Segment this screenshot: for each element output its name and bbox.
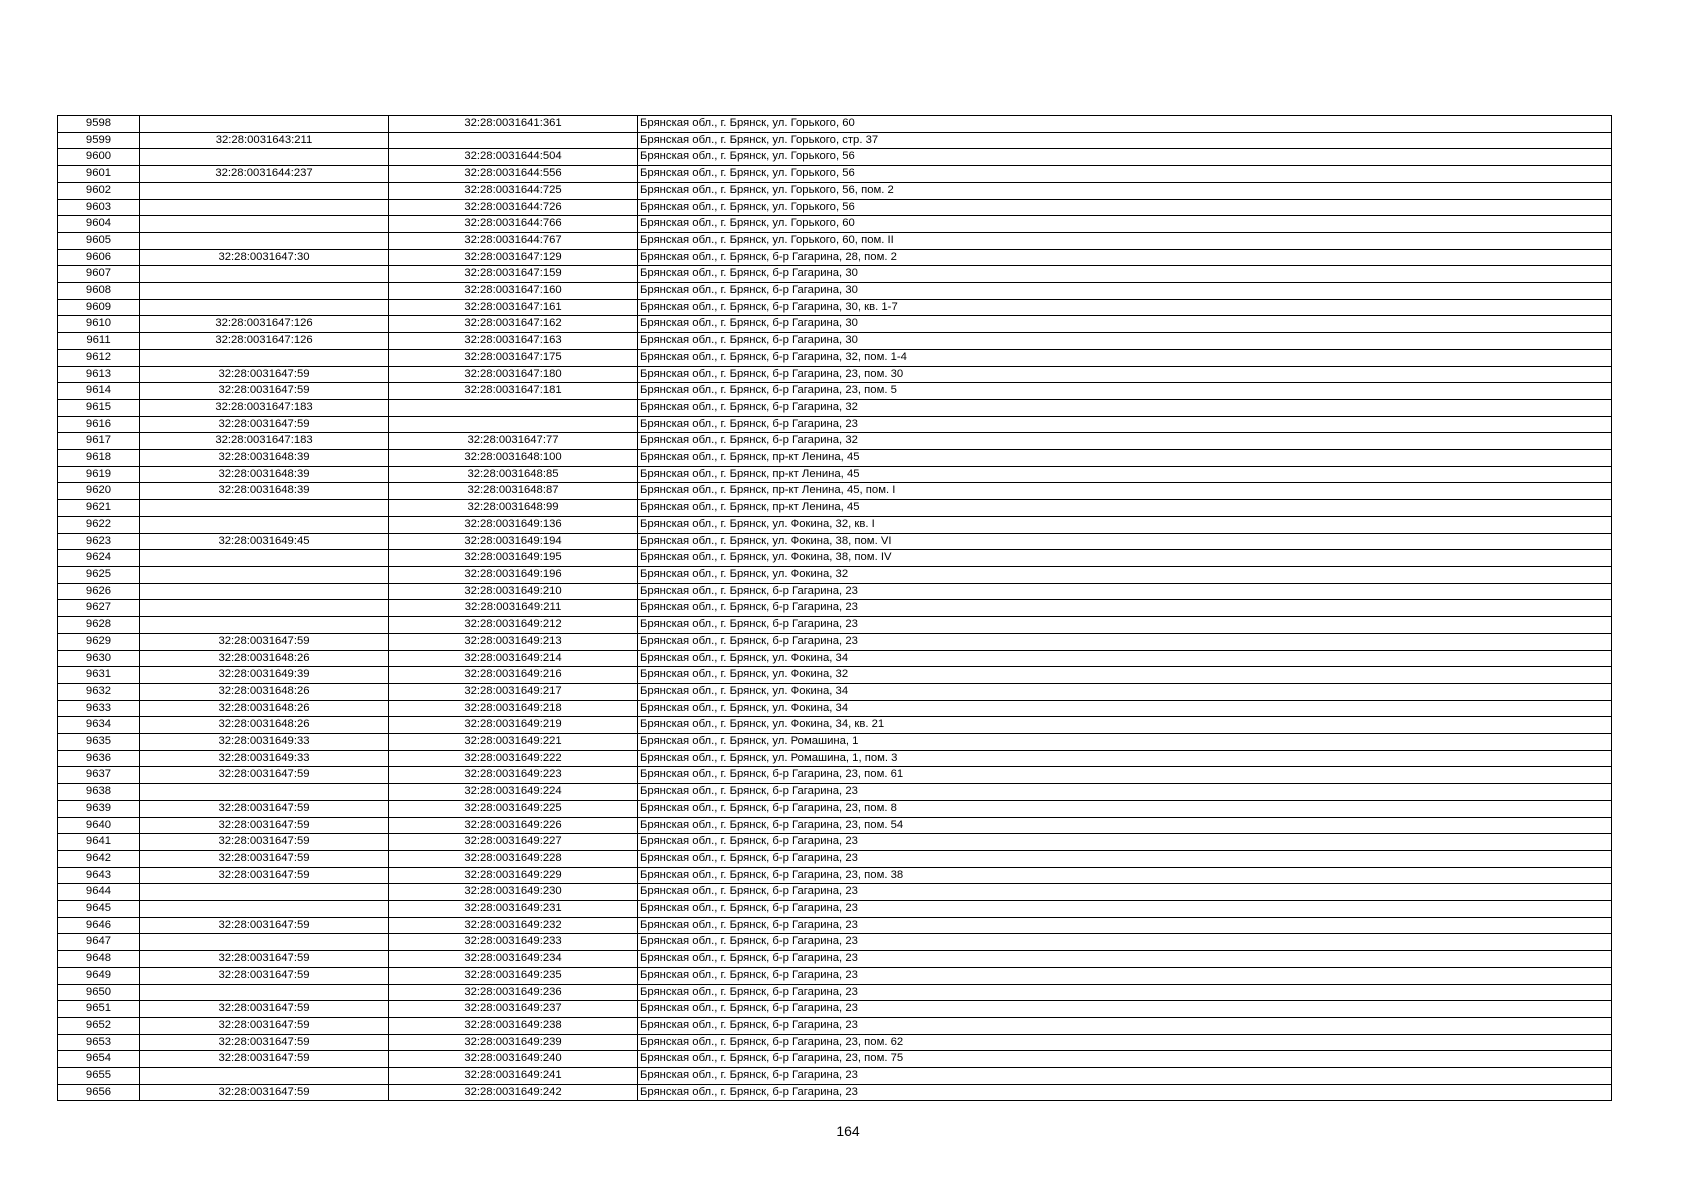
table-row — [58, 901, 1612, 918]
cadastral-number-cell: 32:28:0031649:224 — [389, 784, 638, 801]
table-row — [58, 182, 1612, 199]
previous-cadastral-number-cell: 32:28:0031647:183 — [140, 399, 389, 416]
cadastral-number-cell: 32:28:0031649:232 — [389, 917, 638, 934]
row-number-cell: 9656 — [58, 1084, 140, 1101]
address-cell: Брянская обл., г. Брянск, б-р Гагарина, 23 — [638, 1068, 1612, 1085]
row-number-cell: 9624 — [58, 550, 140, 567]
cadastral-number-cell: 32:28:0031649:210 — [389, 583, 638, 600]
address-cell: Брянская обл., г. Брянск, б-р Гагарина, 23, пом. 5 — [638, 383, 1612, 400]
table-row — [58, 817, 1612, 834]
cadastral-number-cell: 32:28:0031649:240 — [389, 1051, 638, 1068]
cadastral-number-cell: 32:28:0031649:225 — [389, 800, 638, 817]
table-row — [58, 116, 1612, 133]
previous-cadastral-number-cell: 32:28:0031648:39 — [140, 450, 389, 467]
previous-cadastral-number-cell — [140, 784, 389, 801]
cadastral-number-cell: 32:28:0031649:222 — [389, 750, 638, 767]
cadastral-number-cell: 32:28:0031649:221 — [389, 734, 638, 751]
previous-cadastral-number-cell — [140, 500, 389, 517]
address-cell: Брянская обл., г. Брянск, ул. Фокина, 38, пом. VI — [638, 533, 1612, 550]
address-cell: Брянская обл., г. Брянск, б-р Гагарина, 23 — [638, 934, 1612, 951]
address-cell: Брянская обл., г. Брянск, б-р Гагарина, 28, пом. 2 — [638, 249, 1612, 266]
previous-cadastral-number-cell: 32:28:0031647:59 — [140, 917, 389, 934]
row-number-cell: 9641 — [58, 834, 140, 851]
table-row — [58, 967, 1612, 984]
row-number-cell: 9611 — [58, 333, 140, 350]
cadastral-number-cell: 32:28:0031647:162 — [389, 316, 638, 333]
previous-cadastral-number-cell: 32:28:0031647:59 — [140, 817, 389, 834]
table-row — [58, 450, 1612, 467]
table-row — [58, 767, 1612, 784]
previous-cadastral-number-cell — [140, 1068, 389, 1085]
table-row — [58, 1034, 1612, 1051]
previous-cadastral-number-cell — [140, 116, 389, 133]
table-row — [58, 516, 1612, 533]
cadastral-number-cell: 32:28:0031647:159 — [389, 266, 638, 283]
table-row — [58, 349, 1612, 366]
cadastral-number-cell: 32:28:0031649:228 — [389, 850, 638, 867]
cadastral-number-cell — [389, 399, 638, 416]
address-cell: Брянская обл., г. Брянск, б-р Гагарина, 23 — [638, 884, 1612, 901]
cadastral-number-cell: 32:28:0031649:237 — [389, 1001, 638, 1018]
previous-cadastral-number-cell — [140, 199, 389, 216]
table-row — [58, 1068, 1612, 1085]
row-number-cell: 9599 — [58, 132, 140, 149]
previous-cadastral-number-cell: 32:28:0031648:26 — [140, 650, 389, 667]
cadastral-number-cell: 32:28:0031649:195 — [389, 550, 638, 567]
address-cell: Брянская обл., г. Брянск, ул. Горького, 56, пом. 2 — [638, 182, 1612, 199]
address-cell: Брянская обл., г. Брянск, б-р Гагарина, 23, пом. 61 — [638, 767, 1612, 784]
address-cell: Брянская обл., г. Брянск, б-р Гагарина, 23 — [638, 416, 1612, 433]
previous-cadastral-number-cell: 32:28:0031648:39 — [140, 466, 389, 483]
previous-cadastral-number-cell: 32:28:0031647:30 — [140, 249, 389, 266]
row-number-cell: 9636 — [58, 750, 140, 767]
address-cell: Брянская обл., г. Брянск, б-р Гагарина, 23 — [638, 1001, 1612, 1018]
table-row — [58, 784, 1612, 801]
address-cell: Брянская обл., г. Брянск, ул. Фокина, 32 — [638, 566, 1612, 583]
table-row — [58, 566, 1612, 583]
table-row — [58, 600, 1612, 617]
address-cell: Брянская обл., г. Брянск, б-р Гагарина, 23 — [638, 784, 1612, 801]
row-number-cell: 9613 — [58, 366, 140, 383]
address-cell: Брянская обл., г. Брянск, б-р Гагарина, 23 — [638, 1084, 1612, 1101]
row-number-cell: 9642 — [58, 850, 140, 867]
row-number-cell: 9612 — [58, 349, 140, 366]
row-number-cell: 9626 — [58, 583, 140, 600]
table-row — [58, 333, 1612, 350]
registry-table-body — [58, 116, 1612, 1101]
address-cell: Брянская обл., г. Брянск, б-р Гагарина, 30 — [638, 283, 1612, 300]
table-row — [58, 399, 1612, 416]
cadastral-number-cell: 32:28:0031647:129 — [389, 249, 638, 266]
table-row — [58, 984, 1612, 1001]
address-cell: Брянская обл., г. Брянск, б-р Гагарина, 32 — [638, 433, 1612, 450]
table-row — [58, 216, 1612, 233]
row-number-cell: 9640 — [58, 817, 140, 834]
previous-cadastral-number-cell — [140, 283, 389, 300]
table-row — [58, 667, 1612, 684]
address-cell: Брянская обл., г. Брянск, б-р Гагарина, 23 — [638, 633, 1612, 650]
previous-cadastral-number-cell: 32:28:0031648:26 — [140, 700, 389, 717]
address-cell: Брянская обл., г. Брянск, ул. Ромашина, 1, пом. 3 — [638, 750, 1612, 767]
address-cell: Брянская обл., г. Брянск, б-р Гагарина, 23 — [638, 967, 1612, 984]
row-number-cell: 9603 — [58, 199, 140, 216]
row-number-cell: 9622 — [58, 516, 140, 533]
cadastral-number-cell: 32:28:0031644:556 — [389, 166, 638, 183]
previous-cadastral-number-cell — [140, 232, 389, 249]
previous-cadastral-number-cell: 32:28:0031649:39 — [140, 667, 389, 684]
table-row — [58, 166, 1612, 183]
previous-cadastral-number-cell: 32:28:0031647:59 — [140, 633, 389, 650]
table-row — [58, 483, 1612, 500]
address-cell: Брянская обл., г. Брянск, б-р Гагарина, 32, пом. 1-4 — [638, 349, 1612, 366]
previous-cadastral-number-cell: 32:28:0031647:59 — [140, 850, 389, 867]
previous-cadastral-number-cell — [140, 934, 389, 951]
table-row — [58, 149, 1612, 166]
cadastral-number-cell: 32:28:0031644:726 — [389, 199, 638, 216]
cadastral-number-cell: 32:28:0031641:361 — [389, 116, 638, 133]
address-cell: Брянская обл., г. Брянск, ул. Фокина, 32 — [638, 667, 1612, 684]
cadastral-number-cell: 32:28:0031649:238 — [389, 1017, 638, 1034]
previous-cadastral-number-cell — [140, 884, 389, 901]
address-cell: Брянская обл., г. Брянск, б-р Гагарина, 23 — [638, 850, 1612, 867]
address-cell: Брянская обл., г. Брянск, б-р Гагарина, 23 — [638, 600, 1612, 617]
cadastral-number-cell: 32:28:0031649:213 — [389, 633, 638, 650]
table-row — [58, 232, 1612, 249]
row-number-cell: 9645 — [58, 901, 140, 918]
table-row — [58, 700, 1612, 717]
table-row — [58, 951, 1612, 968]
address-cell: Брянская обл., г. Брянск, б-р Гагарина, 23, пом. 54 — [638, 817, 1612, 834]
row-number-cell: 9639 — [58, 800, 140, 817]
previous-cadastral-number-cell: 32:28:0031647:59 — [140, 1084, 389, 1101]
cadastral-number-cell: 32:28:0031649:196 — [389, 566, 638, 583]
row-number-cell: 9604 — [58, 216, 140, 233]
row-number-cell: 9600 — [58, 149, 140, 166]
previous-cadastral-number-cell: 32:28:0031649:33 — [140, 734, 389, 751]
row-number-cell: 9638 — [58, 784, 140, 801]
cadastral-number-cell: 32:28:0031649:214 — [389, 650, 638, 667]
row-number-cell: 9649 — [58, 967, 140, 984]
row-number-cell: 9598 — [58, 116, 140, 133]
table-row — [58, 533, 1612, 550]
row-number-cell: 9621 — [58, 500, 140, 517]
row-number-cell: 9632 — [58, 683, 140, 700]
table-row — [58, 800, 1612, 817]
address-cell: Брянская обл., г. Брянск, б-р Гагарина, 23, пом. 8 — [638, 800, 1612, 817]
row-number-cell: 9615 — [58, 399, 140, 416]
previous-cadastral-number-cell — [140, 216, 389, 233]
table-row — [58, 500, 1612, 517]
table-row — [58, 1084, 1612, 1101]
table-row — [58, 433, 1612, 450]
address-cell: Брянская обл., г. Брянск, б-р Гагарина, 23 — [638, 583, 1612, 600]
address-cell: Брянская обл., г. Брянск, пр-кт Ленина, 45 — [638, 466, 1612, 483]
row-number-cell: 9646 — [58, 917, 140, 934]
row-number-cell: 9648 — [58, 951, 140, 968]
row-number-cell: 9652 — [58, 1017, 140, 1034]
previous-cadastral-number-cell — [140, 984, 389, 1001]
row-number-cell: 9607 — [58, 266, 140, 283]
address-cell: Брянская обл., г. Брянск, ул. Горького, 60, пом. II — [638, 232, 1612, 249]
address-cell: Брянская обл., г. Брянск, ул. Фокина, 38, пом. IV — [638, 550, 1612, 567]
previous-cadastral-number-cell: 32:28:0031648:26 — [140, 683, 389, 700]
previous-cadastral-number-cell: 32:28:0031649:33 — [140, 750, 389, 767]
registry-table — [57, 115, 1612, 1101]
cadastral-number-cell: 32:28:0031648:100 — [389, 450, 638, 467]
address-cell: Брянская обл., г. Брянск, б-р Гагарина, 30, кв. 1-7 — [638, 299, 1612, 316]
row-number-cell: 9643 — [58, 867, 140, 884]
address-cell: Брянская обл., г. Брянск, б-р Гагарина, 23 — [638, 951, 1612, 968]
address-cell: Брянская обл., г. Брянск, б-р Гагарина, 23 — [638, 917, 1612, 934]
address-cell: Брянская обл., г. Брянск, ул. Фокина, 34, кв. 21 — [638, 717, 1612, 734]
address-cell: Брянская обл., г. Брянск, ул. Горького, 60 — [638, 216, 1612, 233]
previous-cadastral-number-cell: 32:28:0031647:59 — [140, 767, 389, 784]
table-row — [58, 366, 1612, 383]
previous-cadastral-number-cell: 32:28:0031647:59 — [140, 383, 389, 400]
row-number-cell: 9605 — [58, 232, 140, 249]
cadastral-number-cell: 32:28:0031644:504 — [389, 149, 638, 166]
address-cell: Брянская обл., г. Брянск, б-р Гагарина, 23 — [638, 1017, 1612, 1034]
cadastral-number-cell: 32:28:0031648:85 — [389, 466, 638, 483]
row-number-cell: 9623 — [58, 533, 140, 550]
row-number-cell: 9654 — [58, 1051, 140, 1068]
row-number-cell: 9631 — [58, 667, 140, 684]
address-cell: Брянская обл., г. Брянск, б-р Гагарина, 23 — [638, 617, 1612, 634]
row-number-cell: 9606 — [58, 249, 140, 266]
row-number-cell: 9625 — [58, 566, 140, 583]
cadastral-number-cell: 32:28:0031649:239 — [389, 1034, 638, 1051]
previous-cadastral-number-cell: 32:28:0031647:59 — [140, 416, 389, 433]
cadastral-number-cell: 32:28:0031649:217 — [389, 683, 638, 700]
table-row — [58, 550, 1612, 567]
cadastral-number-cell: 32:28:0031649:194 — [389, 533, 638, 550]
table-row — [58, 466, 1612, 483]
previous-cadastral-number-cell: 32:28:0031647:59 — [140, 834, 389, 851]
table-row — [58, 583, 1612, 600]
cadastral-number-cell: 32:28:0031649:218 — [389, 700, 638, 717]
row-number-cell: 9651 — [58, 1001, 140, 1018]
previous-cadastral-number-cell: 32:28:0031647:59 — [140, 1017, 389, 1034]
previous-cadastral-number-cell — [140, 617, 389, 634]
previous-cadastral-number-cell: 32:28:0031648:26 — [140, 717, 389, 734]
table-row — [58, 1017, 1612, 1034]
table-row — [58, 249, 1612, 266]
row-number-cell: 9637 — [58, 767, 140, 784]
previous-cadastral-number-cell — [140, 266, 389, 283]
cadastral-number-cell: 32:28:0031649:226 — [389, 817, 638, 834]
cadastral-number-cell: 32:28:0031649:233 — [389, 934, 638, 951]
row-number-cell: 9602 — [58, 182, 140, 199]
table-row — [58, 299, 1612, 316]
previous-cadastral-number-cell — [140, 583, 389, 600]
address-cell: Брянская обл., г. Брянск, б-р Гагарина, 23 — [638, 834, 1612, 851]
cadastral-number-cell: 32:28:0031647:181 — [389, 383, 638, 400]
page-number: 164 — [836, 1123, 860, 1139]
cadastral-number-cell: 32:28:0031644:767 — [389, 232, 638, 249]
previous-cadastral-number-cell: 32:28:0031647:59 — [140, 1034, 389, 1051]
table-row — [58, 850, 1612, 867]
previous-cadastral-number-cell — [140, 516, 389, 533]
cadastral-number-cell: 32:28:0031649:229 — [389, 867, 638, 884]
address-cell: Брянская обл., г. Брянск, ул. Ромашина, 1 — [638, 734, 1612, 751]
address-cell: Брянская обл., г. Брянск, б-р Гагарина, 23, пом. 30 — [638, 366, 1612, 383]
address-cell: Брянская обл., г. Брянск, б-р Гагарина, 23, пом. 62 — [638, 1034, 1612, 1051]
previous-cadastral-number-cell: 32:28:0031644:237 — [140, 166, 389, 183]
cadastral-number-cell: 32:28:0031647:160 — [389, 283, 638, 300]
previous-cadastral-number-cell — [140, 149, 389, 166]
previous-cadastral-number-cell: 32:28:0031648:39 — [140, 483, 389, 500]
previous-cadastral-number-cell — [140, 550, 389, 567]
cadastral-number-cell: 32:28:0031644:725 — [389, 182, 638, 199]
table-row — [58, 867, 1612, 884]
row-number-cell: 9618 — [58, 450, 140, 467]
address-cell: Брянская обл., г. Брянск, б-р Гагарина, 23, пом. 75 — [638, 1051, 1612, 1068]
table-row — [58, 834, 1612, 851]
previous-cadastral-number-cell — [140, 566, 389, 583]
table-row — [58, 617, 1612, 634]
row-number-cell: 9616 — [58, 416, 140, 433]
previous-cadastral-number-cell — [140, 901, 389, 918]
row-number-cell: 9653 — [58, 1034, 140, 1051]
previous-cadastral-number-cell: 32:28:0031647:183 — [140, 433, 389, 450]
table-row — [58, 283, 1612, 300]
address-cell: Брянская обл., г. Брянск, пр-кт Ленина, 45 — [638, 500, 1612, 517]
cadastral-number-cell: 32:28:0031649:236 — [389, 984, 638, 1001]
address-cell: Брянская обл., г. Брянск, б-р Гагарина, 23 — [638, 901, 1612, 918]
cadastral-number-cell: 32:28:0031649:223 — [389, 767, 638, 784]
cadastral-number-cell: 32:28:0031649:219 — [389, 717, 638, 734]
cadastral-number-cell: 32:28:0031649:136 — [389, 516, 638, 533]
row-number-cell: 9635 — [58, 734, 140, 751]
row-number-cell: 9601 — [58, 166, 140, 183]
previous-cadastral-number-cell: 32:28:0031647:59 — [140, 800, 389, 817]
cadastral-number-cell — [389, 132, 638, 149]
table-row — [58, 633, 1612, 650]
address-cell: Брянская обл., г. Брянск, б-р Гагарина, 23 — [638, 984, 1612, 1001]
cadastral-number-cell: 32:28:0031648:87 — [389, 483, 638, 500]
address-cell: Брянская обл., г. Брянск, ул. Фокина, 34 — [638, 650, 1612, 667]
cadastral-number-cell: 32:28:0031649:234 — [389, 951, 638, 968]
address-cell: Брянская обл., г. Брянск, ул. Фокина, 34 — [638, 683, 1612, 700]
row-number-cell: 9617 — [58, 433, 140, 450]
cadastral-number-cell: 32:28:0031648:99 — [389, 500, 638, 517]
previous-cadastral-number-cell: 32:28:0031647:59 — [140, 1051, 389, 1068]
previous-cadastral-number-cell: 32:28:0031647:59 — [140, 967, 389, 984]
cadastral-number-cell: 32:28:0031649:230 — [389, 884, 638, 901]
previous-cadastral-number-cell — [140, 182, 389, 199]
previous-cadastral-number-cell — [140, 600, 389, 617]
table-row — [58, 416, 1612, 433]
address-cell: Брянская обл., г. Брянск, б-р Гагарина, 30 — [638, 333, 1612, 350]
address-cell: Брянская обл., г. Брянск, пр-кт Ленина, 45 — [638, 450, 1612, 467]
table-row — [58, 266, 1612, 283]
cadastral-number-cell — [389, 416, 638, 433]
cadastral-number-cell: 32:28:0031649:211 — [389, 600, 638, 617]
address-cell: Брянская обл., г. Брянск, б-р Гагарина, 32 — [638, 399, 1612, 416]
row-number-cell: 9650 — [58, 984, 140, 1001]
cadastral-number-cell: 32:28:0031649:212 — [389, 617, 638, 634]
table-row — [58, 734, 1612, 751]
cadastral-number-cell: 32:28:0031649:216 — [389, 667, 638, 684]
previous-cadastral-number-cell: 32:28:0031649:45 — [140, 533, 389, 550]
table-row — [58, 917, 1612, 934]
row-number-cell: 9630 — [58, 650, 140, 667]
address-cell: Брянская обл., г. Брянск, ул. Горького, 56 — [638, 199, 1612, 216]
address-cell: Брянская обл., г. Брянск, пр-кт Ленина, 45, пом. I — [638, 483, 1612, 500]
address-cell: Брянская обл., г. Брянск, ул. Горького, 56 — [638, 149, 1612, 166]
row-number-cell: 9647 — [58, 934, 140, 951]
cadastral-number-cell: 32:28:0031649:235 — [389, 967, 638, 984]
row-number-cell: 9610 — [58, 316, 140, 333]
row-number-cell: 9614 — [58, 383, 140, 400]
cadastral-number-cell: 32:28:0031647:163 — [389, 333, 638, 350]
row-number-cell: 9644 — [58, 884, 140, 901]
table-row — [58, 934, 1612, 951]
row-number-cell: 9609 — [58, 299, 140, 316]
address-cell: Брянская обл., г. Брянск, б-р Гагарина, 23, пом. 38 — [638, 867, 1612, 884]
row-number-cell: 9655 — [58, 1068, 140, 1085]
cadastral-number-cell: 32:28:0031649:227 — [389, 834, 638, 851]
address-cell: Брянская обл., г. Брянск, ул. Горького, стр. 37 — [638, 132, 1612, 149]
table-row — [58, 1001, 1612, 1018]
table-row — [58, 717, 1612, 734]
row-number-cell: 9608 — [58, 283, 140, 300]
address-cell: Брянская обл., г. Брянск, ул. Фокина, 32, кв. I — [638, 516, 1612, 533]
cadastral-number-cell: 32:28:0031644:766 — [389, 216, 638, 233]
previous-cadastral-number-cell: 32:28:0031647:59 — [140, 951, 389, 968]
table-row — [58, 750, 1612, 767]
cadastral-number-cell: 32:28:0031647:161 — [389, 299, 638, 316]
address-cell: Брянская обл., г. Брянск, ул. Фокина, 34 — [638, 700, 1612, 717]
table-row — [58, 884, 1612, 901]
table-row — [58, 1051, 1612, 1068]
row-number-cell: 9634 — [58, 717, 140, 734]
previous-cadastral-number-cell — [140, 349, 389, 366]
cadastral-number-cell: 32:28:0031647:175 — [389, 349, 638, 366]
cadastral-number-cell: 32:28:0031649:231 — [389, 901, 638, 918]
row-number-cell: 9620 — [58, 483, 140, 500]
previous-cadastral-number-cell: 32:28:0031647:126 — [140, 333, 389, 350]
table-row — [58, 132, 1612, 149]
previous-cadastral-number-cell: 32:28:0031647:59 — [140, 1001, 389, 1018]
row-number-cell: 9627 — [58, 600, 140, 617]
cadastral-number-cell: 32:28:0031649:242 — [389, 1084, 638, 1101]
address-cell: Брянская обл., г. Брянск, б-р Гагарина, 30 — [638, 266, 1612, 283]
previous-cadastral-number-cell: 32:28:0031647:126 — [140, 316, 389, 333]
cadastral-number-cell: 32:28:0031649:241 — [389, 1068, 638, 1085]
previous-cadastral-number-cell: 32:28:0031647:59 — [140, 867, 389, 884]
table-row — [58, 199, 1612, 216]
row-number-cell: 9633 — [58, 700, 140, 717]
row-number-cell: 9619 — [58, 466, 140, 483]
address-cell: Брянская обл., г. Брянск, ул. Горького, 60 — [638, 116, 1612, 133]
table-row — [58, 316, 1612, 333]
previous-cadastral-number-cell — [140, 299, 389, 316]
row-number-cell: 9629 — [58, 633, 140, 650]
table-row — [58, 383, 1612, 400]
previous-cadastral-number-cell: 32:28:0031643:211 — [140, 132, 389, 149]
table-row — [58, 650, 1612, 667]
previous-cadastral-number-cell: 32:28:0031647:59 — [140, 366, 389, 383]
cadastral-number-cell: 32:28:0031647:77 — [389, 433, 638, 450]
address-cell: Брянская обл., г. Брянск, б-р Гагарина, 30 — [638, 316, 1612, 333]
table-row — [58, 683, 1612, 700]
cadastral-number-cell: 32:28:0031647:180 — [389, 366, 638, 383]
address-cell: Брянская обл., г. Брянск, ул. Горького, 56 — [638, 166, 1612, 183]
row-number-cell: 9628 — [58, 617, 140, 634]
